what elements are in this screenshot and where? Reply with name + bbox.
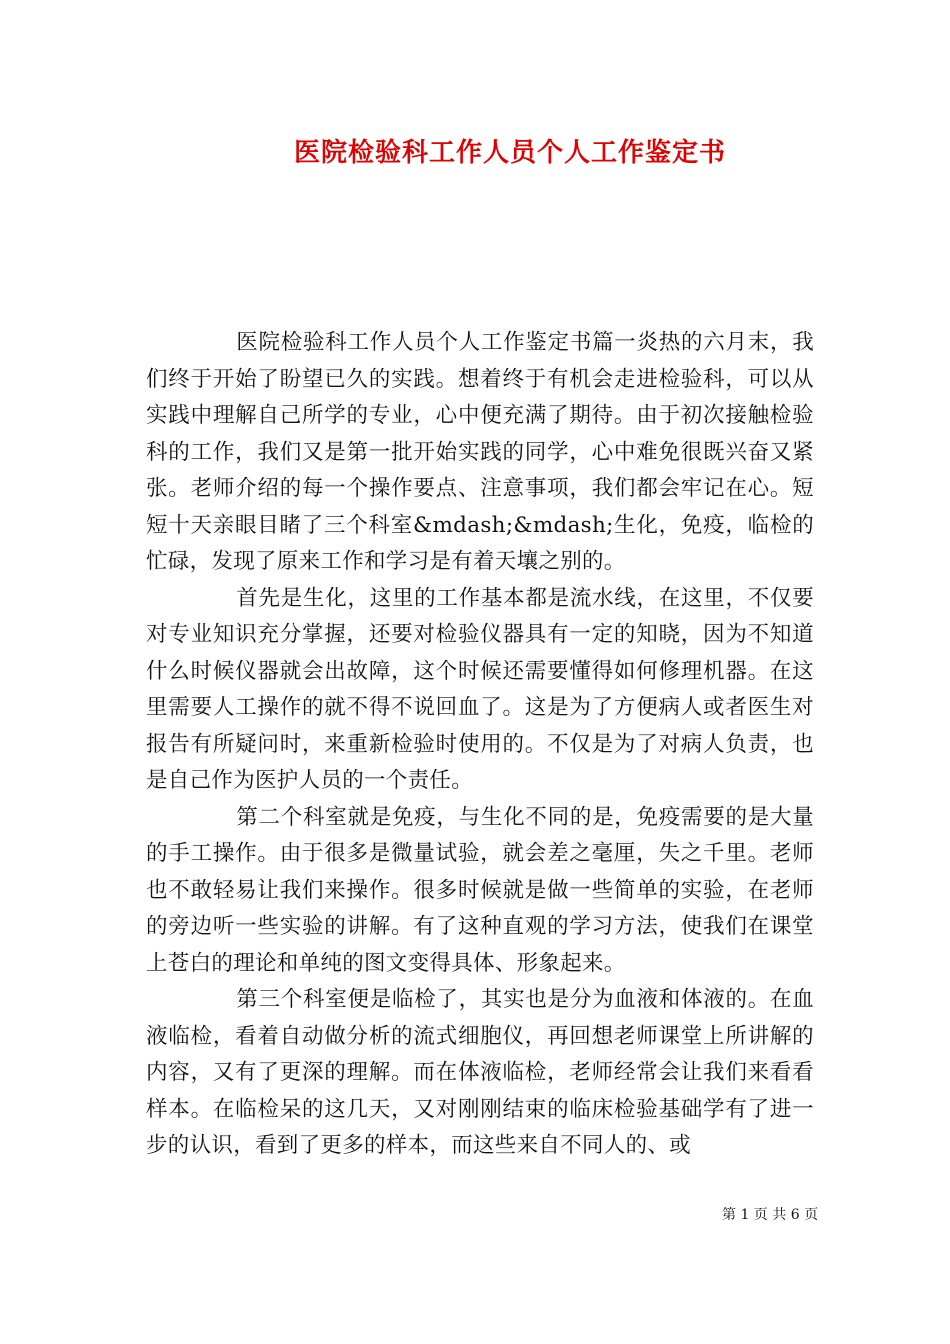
paragraph-4: 第三个科室便是临检了，其实也是分为血液和体液的。在血液临检，看着自动做分析的流式细胞仪，再回想老师课堂上所讲解的内容，又有了更深的理解。而在体液临检，老师经常会让我们来看看样本。在临检呆的这几天，又对刚刚结束的临床检验基础学有了进一步的认识，看到了更多的样本，而这些来自不同人的、或 <box>146 987 814 1158</box>
paragraph-2: 首先是生化，这里的工作基本都是流水线，在这里，不仅要对专业知识充分掌握，还要对检验仪器具有一定的知晓，因为不知道什么时候仪器就会出故障，这个时候还需要懂得如何修理机器。在这里需要人工操作的就不得不说回血了。这是为了方便病人或者医生对报告有所疑问时，来重新检验时使用的。不仅是为了对病人负责，也是自己作为医护人员的一个责任。 <box>146 585 814 793</box>
paragraph-3: 第二个科室就是免疫，与生化不同的是，免疫需要的是大量的手工操作。由于很多是微量试验，就会差之毫厘，失之千里。老师也不敢轻易让我们来操作。很多时候就是做一些简单的实验，在老师的旁边听一些实验的讲解。有了这种直观的学习方法，使我们在课堂上苍白的理论和单纯的图文变得具体、形象起来。 <box>146 804 814 976</box>
page-number: 第 1 页 共 6 页 <box>722 1207 819 1223</box>
paragraph-1: 医院检验科工作人员个人工作鉴定书篇一炎热的六月末，我们终于开始了盼望已久的实践。想着终于有机会走进检验科，可以从实践中理解自己所学的专业，心中便充满了期待。由于初次接触检验科的工作，我们又是第一批开始实践的同学，心中难免很既兴奋又紧张。老师介绍的每一个操作要点、注意事项，我们都会牢记在心。短短十天亲眼目睹了三个科室&mdash;&mdash;生化，免疫，临检的忙碌，发现了原来工作和学习是有着天壤之别的。 <box>146 330 814 574</box>
document-body <box>146 325 814 1165</box>
page-title: 医院检验科工作人员个人工作鉴定书 <box>293 138 726 168</box>
